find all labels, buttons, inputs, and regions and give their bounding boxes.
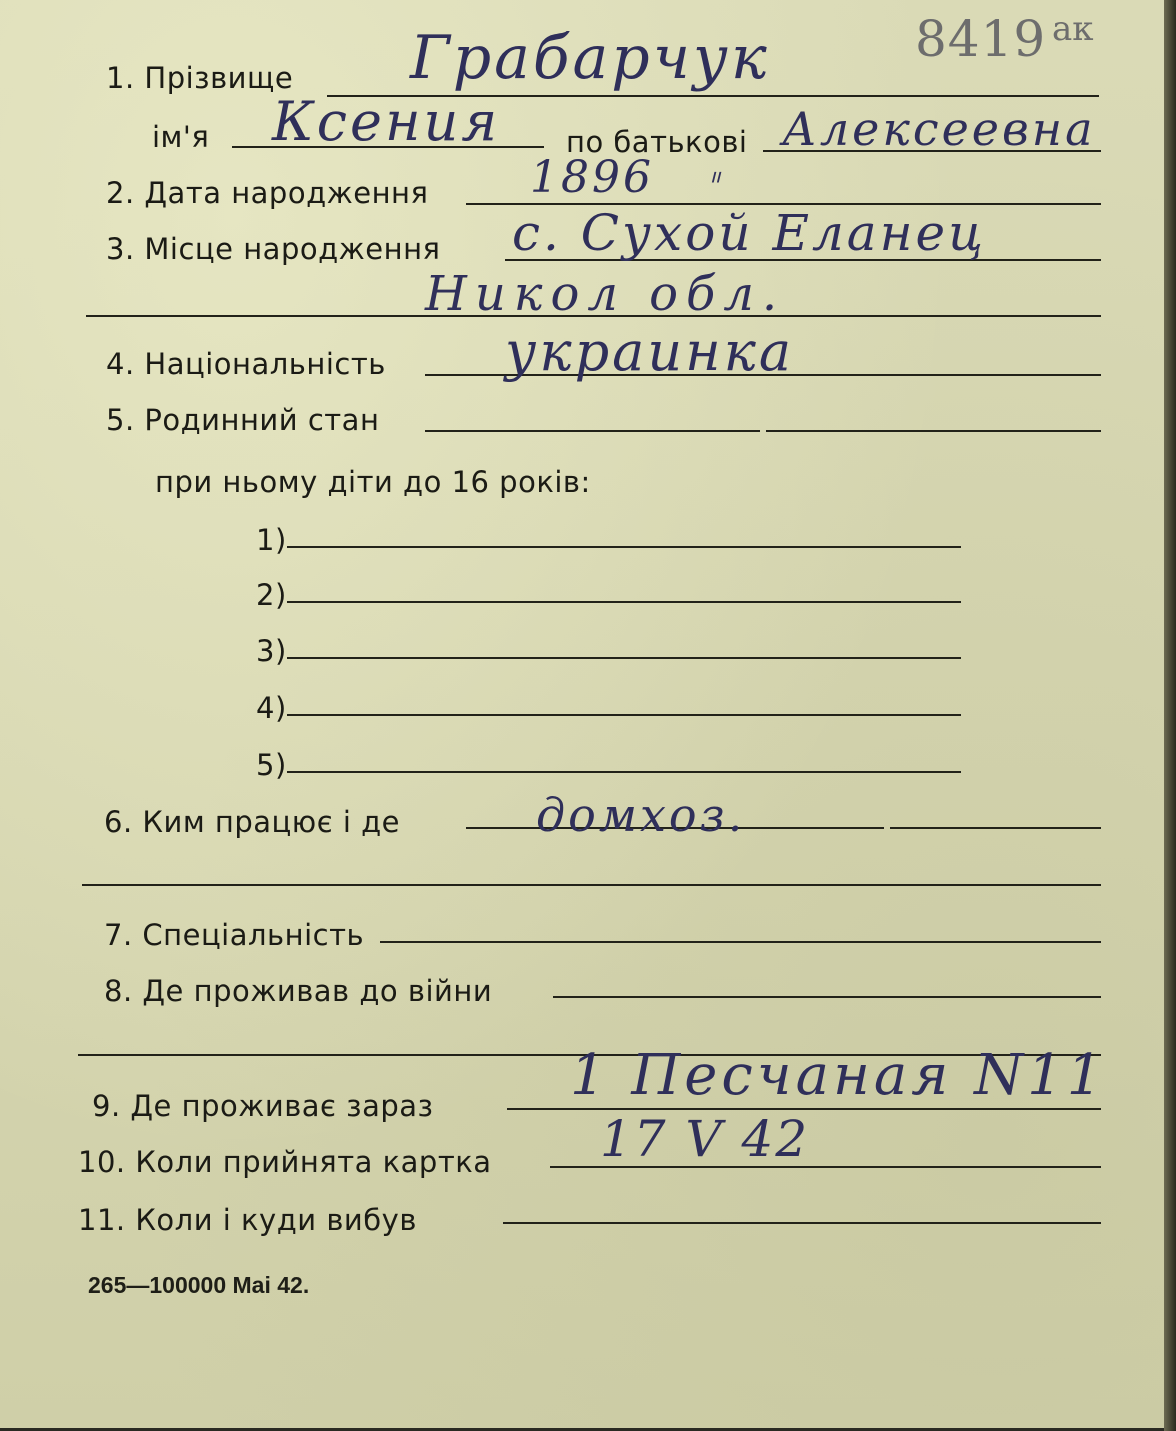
child-1-label: 1) bbox=[256, 523, 287, 557]
birth-date-value: 1896 bbox=[530, 152, 654, 203]
child-4-line bbox=[287, 714, 961, 716]
child-2-label: 2) bbox=[256, 578, 287, 612]
nationality-value: украинка bbox=[505, 320, 795, 383]
birth-place-value-1: с. Сухой Еланец bbox=[512, 204, 987, 262]
marital-line-2 bbox=[766, 430, 1101, 432]
surname-label: 1. Прізвище bbox=[106, 61, 294, 95]
child-1-line bbox=[287, 546, 961, 548]
specialty-line bbox=[380, 941, 1101, 943]
current-value: 1 Песчаная N11 bbox=[570, 1043, 1107, 1108]
work-line-3 bbox=[82, 884, 1101, 886]
record-number-suffix: ак bbox=[1052, 9, 1094, 49]
card-date-label: 10. Коли прийнята картка bbox=[78, 1145, 492, 1179]
birth-place-value-2: Никол обл. bbox=[425, 266, 786, 322]
child-5-label: 5) bbox=[256, 748, 287, 782]
name-value: Ксения bbox=[272, 90, 501, 153]
patronymic-label: по батькові bbox=[566, 125, 748, 159]
work-value: домхоз. bbox=[536, 788, 746, 842]
child-4-label: 4) bbox=[256, 691, 287, 725]
birth-place-label: 3. Місце народження bbox=[106, 232, 441, 266]
card-edge-shadow bbox=[1164, 0, 1176, 1431]
work-label: 6. Ким працює і де bbox=[104, 805, 401, 839]
surname-value: Грабарчук bbox=[410, 23, 770, 93]
patronymic-value: Алексеевна bbox=[782, 102, 1096, 156]
children-label: при ньому діти до 16 років: bbox=[155, 465, 591, 499]
prewar-label: 8. Де проживав до війни bbox=[104, 974, 493, 1008]
child-2-line bbox=[287, 601, 961, 603]
prewar-line-1 bbox=[553, 996, 1101, 998]
birth-date-label: 2. Дата народження bbox=[106, 176, 429, 210]
current-label: 9. Де проживає зараз bbox=[92, 1089, 434, 1123]
record-number: 8419 bbox=[915, 10, 1047, 68]
child-5-line bbox=[287, 771, 961, 773]
child-3-label: 3) bbox=[256, 634, 287, 668]
name-label: ім'я bbox=[152, 120, 210, 154]
departure-line bbox=[503, 1222, 1101, 1224]
marital-label: 5. Родинний стан bbox=[106, 403, 380, 437]
marital-line-1 bbox=[425, 430, 760, 432]
birth-date-mark: ᐦ bbox=[708, 168, 719, 198]
specialty-label: 7. Спеціальність bbox=[104, 918, 365, 952]
work-line-2 bbox=[890, 827, 1101, 829]
printer-imprint: 265—100000 Mai 42. bbox=[88, 1272, 310, 1298]
card-date-value: 17 V 42 bbox=[600, 1110, 810, 1168]
child-3-line bbox=[287, 657, 961, 659]
departure-label: 11. Коли і куди вибув bbox=[78, 1203, 417, 1237]
nationality-label: 4. Національність bbox=[106, 347, 386, 381]
